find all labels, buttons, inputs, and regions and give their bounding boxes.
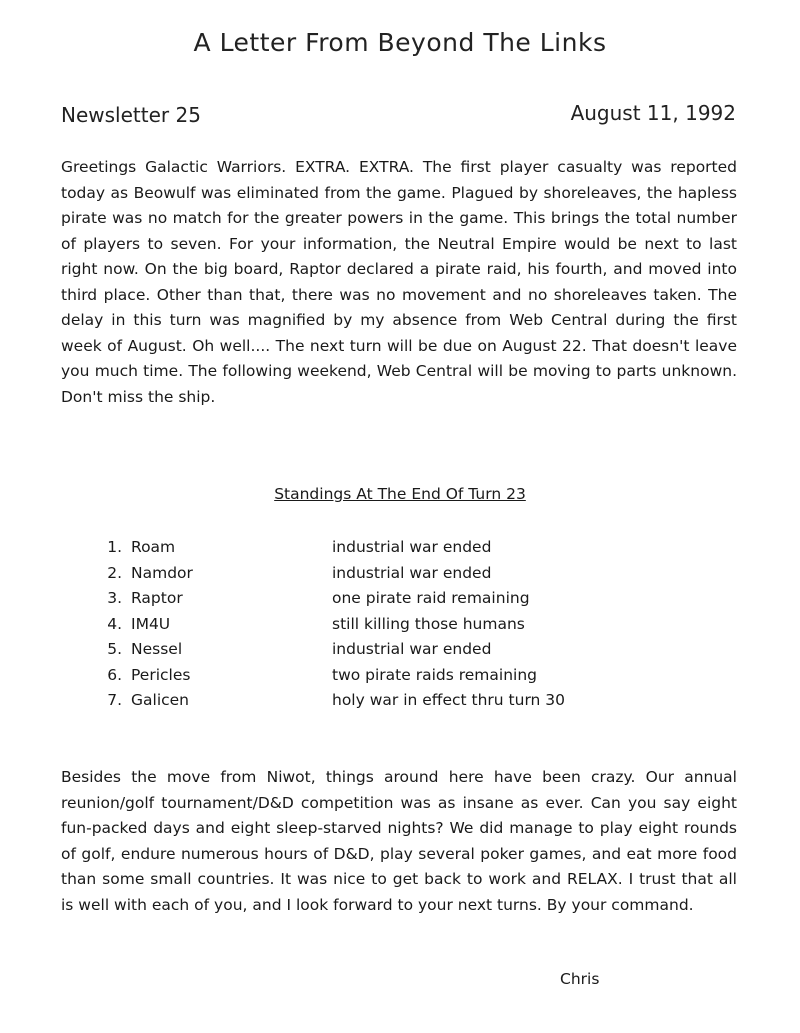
standings-rank: 5. xyxy=(107,640,122,658)
signature: Chris xyxy=(560,970,600,988)
newsletter-date: August 11, 1992 xyxy=(570,101,736,125)
standings-row xyxy=(100,612,700,638)
standings-status: holy war in effect thru turn 30 xyxy=(332,691,566,709)
standings-player: Nessel xyxy=(131,640,183,658)
standings-row xyxy=(100,663,700,689)
standings-status: two pirate raids remaining xyxy=(332,665,538,684)
newsletter-number: Newsletter 25 xyxy=(61,103,201,127)
standings-rank: 7. xyxy=(107,691,122,709)
standings-player: IM4U xyxy=(131,614,171,633)
standings-list xyxy=(100,535,700,714)
standings-status: still killing those humans xyxy=(332,614,525,633)
standings-row xyxy=(100,535,700,561)
standings-status: industrial war ended xyxy=(332,538,492,556)
standings-rank: 4. xyxy=(107,614,122,633)
standings-row xyxy=(100,688,700,714)
standings-status: industrial war ended xyxy=(332,640,492,658)
standings-player: Raptor xyxy=(131,589,183,607)
standings-rank: 3. xyxy=(107,589,122,607)
standings-rank: 2. xyxy=(107,563,122,582)
standings-row xyxy=(100,637,700,663)
standings-player: Pericles xyxy=(131,665,191,684)
standings-player: Galicen xyxy=(131,691,190,709)
intro-paragraph: Greetings Galactic Warriors. EXTRA. EXTRA. The first player casualty was reported today as Beowulf was eliminated from the game. Plagued by shoreleaves, the hapless pirate was no match for the greater powers in the game. This brings the total number of players to seven. For your information, the Neutral Empire would be next to last right now. On the big board, Raptor declared a pirate raid, his fourth, and moved into third place. Other than that, there was no movement and no shoreleaves taken. The delay in this turn was magnified by my absence from Web Central during the first week of August. Oh well.... The next turn will be due on August 22. That doesn't leave you much time. The following weekend, Web Central will be moving to parts unknown. Don't miss the ship. xyxy=(61,158,737,406)
standings-status: industrial war ended xyxy=(332,563,492,582)
standings-rank: 6. xyxy=(107,665,122,684)
standings-rank: 1. xyxy=(107,538,122,556)
newsletter-title: A Letter From Beyond The Links xyxy=(193,28,607,57)
closing-paragraph: Besides the move from Niwot, things around here have been crazy. Our annual reunion/golf tournament/D&D competition was as insane as ever. Can you say eight fun-packed days and eight sleep-starved nights? We did manage to play eight rounds of golf, endure numerous hours of D&D, play several poker games, and eat more food than some small countries. It was nice to get back to work and RELAX. I trust that all is well with each of you, and I look forward to your next turns. By your command. xyxy=(61,768,737,914)
standings-player: Roam xyxy=(131,538,176,556)
standings-heading: Standings At The End Of Turn 23 xyxy=(274,485,526,503)
standings-player: Namdor xyxy=(131,563,193,582)
standings-row xyxy=(100,561,700,587)
standings-status: one pirate raid remaining xyxy=(332,589,530,607)
standings-row xyxy=(100,586,700,612)
